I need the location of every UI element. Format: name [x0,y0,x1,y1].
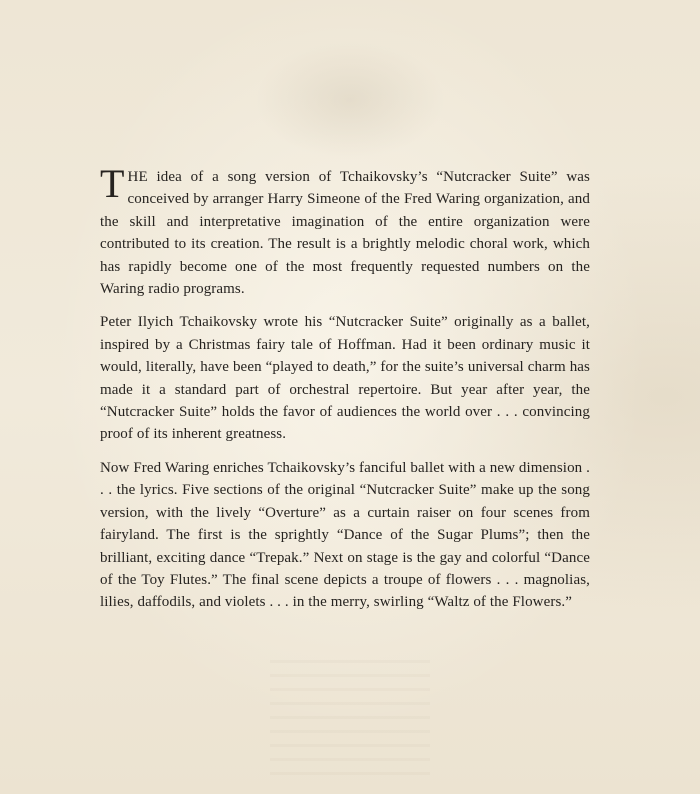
paragraph-2: Peter Ilyich Tchaikovsky wrote his “Nutcracker Suite” originally as a ballet, inspired by a Christmas fairy tale of Hoffman. Had it been ordinary music it would, literally, have been “played to death,” for the suite’s universal charm has made it a standard part of orchestral repertoire. But year after year, the “Nutcracker Suite” holds the favor of audiences the world over . . . convincing proof of its inherent greatness. [100,314,590,443]
paragraph-3: Now Fred Waring enriches Tchaikovsky’s fanciful ballet with a new dimension . . . the lyrics. Five sections of the original “Nutcracker Suite” make up the song version, with the lively “Overture” as a curtain raiser on four scenes from fairyland. The first is the sprightly “Dance of the Sugar Plums”; then the brilliant, exciting dance “Trepak.” Next on stage is the gay and colorful “Dance of the Toy Flutes.” The final scene depicts a troupe of flowers . . . magnolias, lilies, daffodils, and violets . . . in the merry, swirling “Waltz of the Flowers.” [100,459,590,611]
paragraph-1-text: HE idea of a song version of Tchaikovsky’s “Nutcracker Suite” was conceived by arranger Harry Simeone of the Fred Waring organization, and the skill and interpretative imagination of the entire organization were contributed to its creation. The result is a brightly melodic choral work, which has rapidly become one of the most frequently requested numbers on the Waring radio programs. [100,169,590,298]
drop-cap: T [100,161,125,206]
show-through-text [270,660,430,780]
paragraph-1 [100,161,590,300]
show-through-image [255,40,445,160]
liner-notes-text [100,161,590,625]
